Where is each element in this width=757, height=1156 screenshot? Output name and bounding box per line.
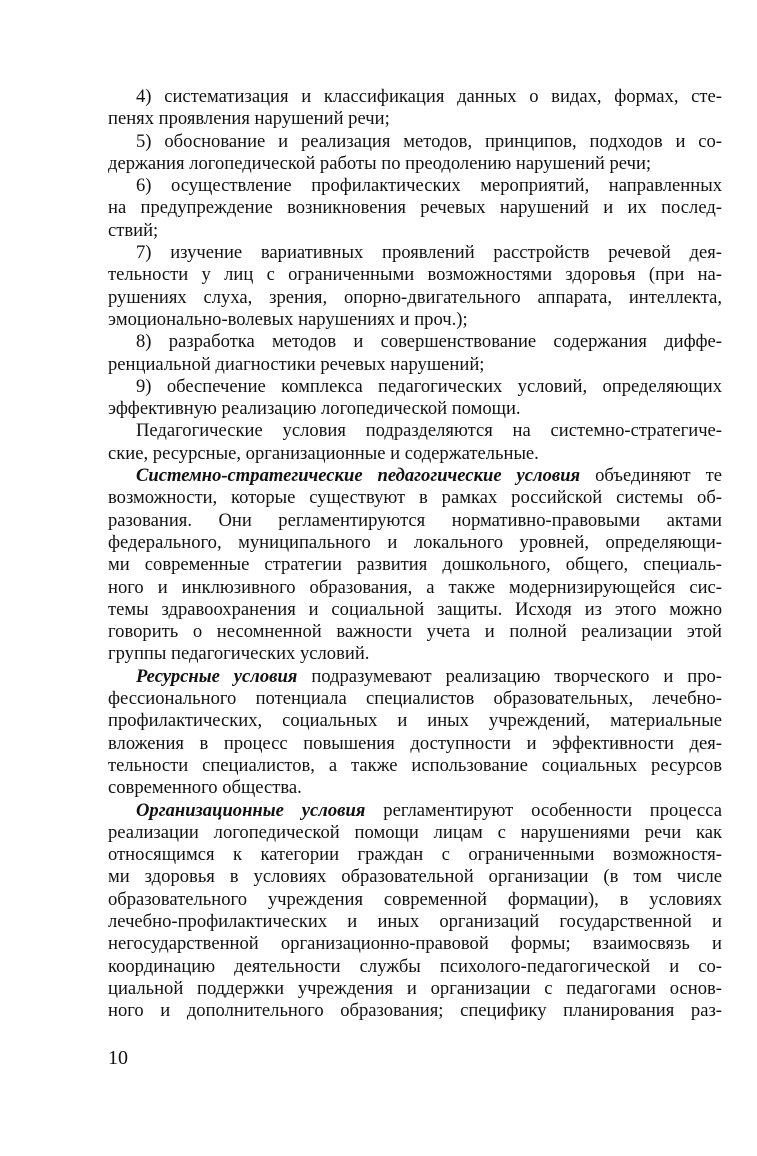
text-line [108,354,722,376]
text-line-content: темы здравоохранения и социальной защиты. Исходя из этого можно [108,598,722,620]
text-line-content: реализации логопедической помощи лицам с нарушениями речи как [108,821,722,843]
text-line-content: регламентируют особенности процесса [365,799,722,821]
text-line-content: держания логопедической работы по преодолению нарушений речи; [108,152,652,174]
text-line [108,443,722,465]
text-line [108,242,722,264]
text-line-content: образовательного учреждения современной формации), в условиях [108,888,722,910]
body-text [108,86,722,1022]
text-line-content: циальной поддержки учреждения и организации с педагогами основ- [108,977,722,999]
text-line [108,710,722,732]
text-line [108,376,722,398]
text-line [108,331,722,353]
text-line [108,933,722,955]
text-line [108,420,722,442]
text-line-content: профилактических, социальных и иных учреждений, материальные [108,710,722,732]
text-line [108,599,722,621]
text-line-content: 8) разработка методов и совершенствование содержания диффе- [136,331,722,353]
text-line [108,666,722,688]
text-line [108,398,722,420]
text-line-content: 5) обоснование и реализация методов, принципов, подходов и со- [136,130,722,152]
text-line [108,866,722,888]
text-line-content: ские, ресурсные, организационные и содержательные. [108,442,539,464]
text-line [108,688,722,710]
text-line [108,287,722,309]
text-line [108,911,722,933]
text-line-content: ми здоровья в условиях образовательной организации (в том числе [108,866,722,888]
text-line-content: фессионального потенциала специалистов образовательных, лечебно- [108,688,722,710]
text-line-content: федерального, муниципального и локального уровней, определяющи- [108,531,722,553]
text-line [108,532,722,554]
text-line [108,487,722,509]
text-line [108,108,722,130]
text-line [108,755,722,777]
text-line [108,153,722,175]
term-highlight: Ресурсные условия [136,665,298,687]
text-line [108,978,722,1000]
text-line [108,889,722,911]
text-line-content: объединяют те [580,465,722,487]
text-line [108,1000,722,1022]
text-line [108,733,722,755]
text-line-content: ствий; [108,219,159,241]
text-line [108,309,722,331]
text-line-content: относящимся к категории граждан с ограниченными возможностя- [108,844,722,866]
text-line [108,643,722,665]
text-line-content: 4) систематизация и классификация данных о видах, формах, сте- [136,86,722,107]
text-line-content: рушениях слуха, зрения, опорно-двигательного аппарата, интеллекта, [108,286,722,308]
text-line [108,465,722,487]
text-line-content: разования. Они регламентируются нормативно-правовыми актами [108,509,722,531]
text-line-content: тельности у лиц с ограниченными возможностями здоровья (при на- [108,264,722,286]
text-line-content: подразумевают реализацию творческого и про- [297,665,722,687]
text-line [108,197,722,219]
text-line-content: 6) осуществление профилактических мероприятий, направленных [136,175,722,197]
text-line-content: тельности специалистов, а также использование социальных ресурсов [108,754,722,776]
text-line [108,777,722,799]
text-line-content: современного общества. [108,777,302,799]
text-line [108,956,722,978]
text-line-content: говорить о несомненной важности учета и полной реализации этой [108,621,722,643]
text-line-content: Педагогические условия подразделяются на системно-стратегиче- [136,420,722,442]
text-line [108,554,722,576]
text-line-content: вложения в процесс повышения доступности и эффективности дея- [108,732,722,754]
text-line-content: ного и инклюзивного образования, а также модернизирующейся сис- [108,576,722,598]
text-line-content: координацию деятельности службы психолого-педагогической и со- [108,955,722,977]
text-line [108,800,722,822]
text-line-content: на предупреждение возникновения речевых нарушений и их послед- [108,197,722,219]
text-line [108,621,722,643]
text-line-content: лечебно-профилактических и иных организаций государственной и [108,910,722,932]
text-line [108,131,722,153]
text-line-content: эмоционально-волевых нарушениях и проч.); [108,308,468,330]
text-line [108,822,722,844]
text-line-content: 9) обеспечение комплекса педагогических условий, определяющих [136,375,722,397]
text-line-content: возможности, которые существуют в рамках российской системы об- [108,487,722,509]
text-line [108,844,722,866]
text-line [108,510,722,532]
text-line [108,264,722,286]
text-line-content: пенях проявления нарушений речи; [108,108,390,130]
term-highlight: Системно-стратегические педагогические условия [136,465,581,487]
text-line [108,86,722,108]
text-line-content: ного и дополнительного образования; специфику планирования раз- [108,1000,722,1022]
text-line [108,220,722,242]
text-line-content: ренциальной диагностики речевых нарушений; [108,353,485,375]
text-line [108,577,722,599]
text-line [108,175,722,197]
text-line-content: ми современные стратегии развития дошкольного, общего, специаль- [108,554,722,576]
text-line-content: 7) изучение вариативных проявлений расстройств речевой дея- [136,242,722,264]
term-highlight: Организационные условия [136,799,366,821]
text-line-content: эффективную реализацию логопедической помощи. [108,398,521,420]
text-line-content: группы педагогических условий. [108,643,370,665]
page-number: 10 [108,1047,128,1069]
text-line-content: негосударственной организационно-правовой формы; взаимосвязь и [108,933,722,955]
